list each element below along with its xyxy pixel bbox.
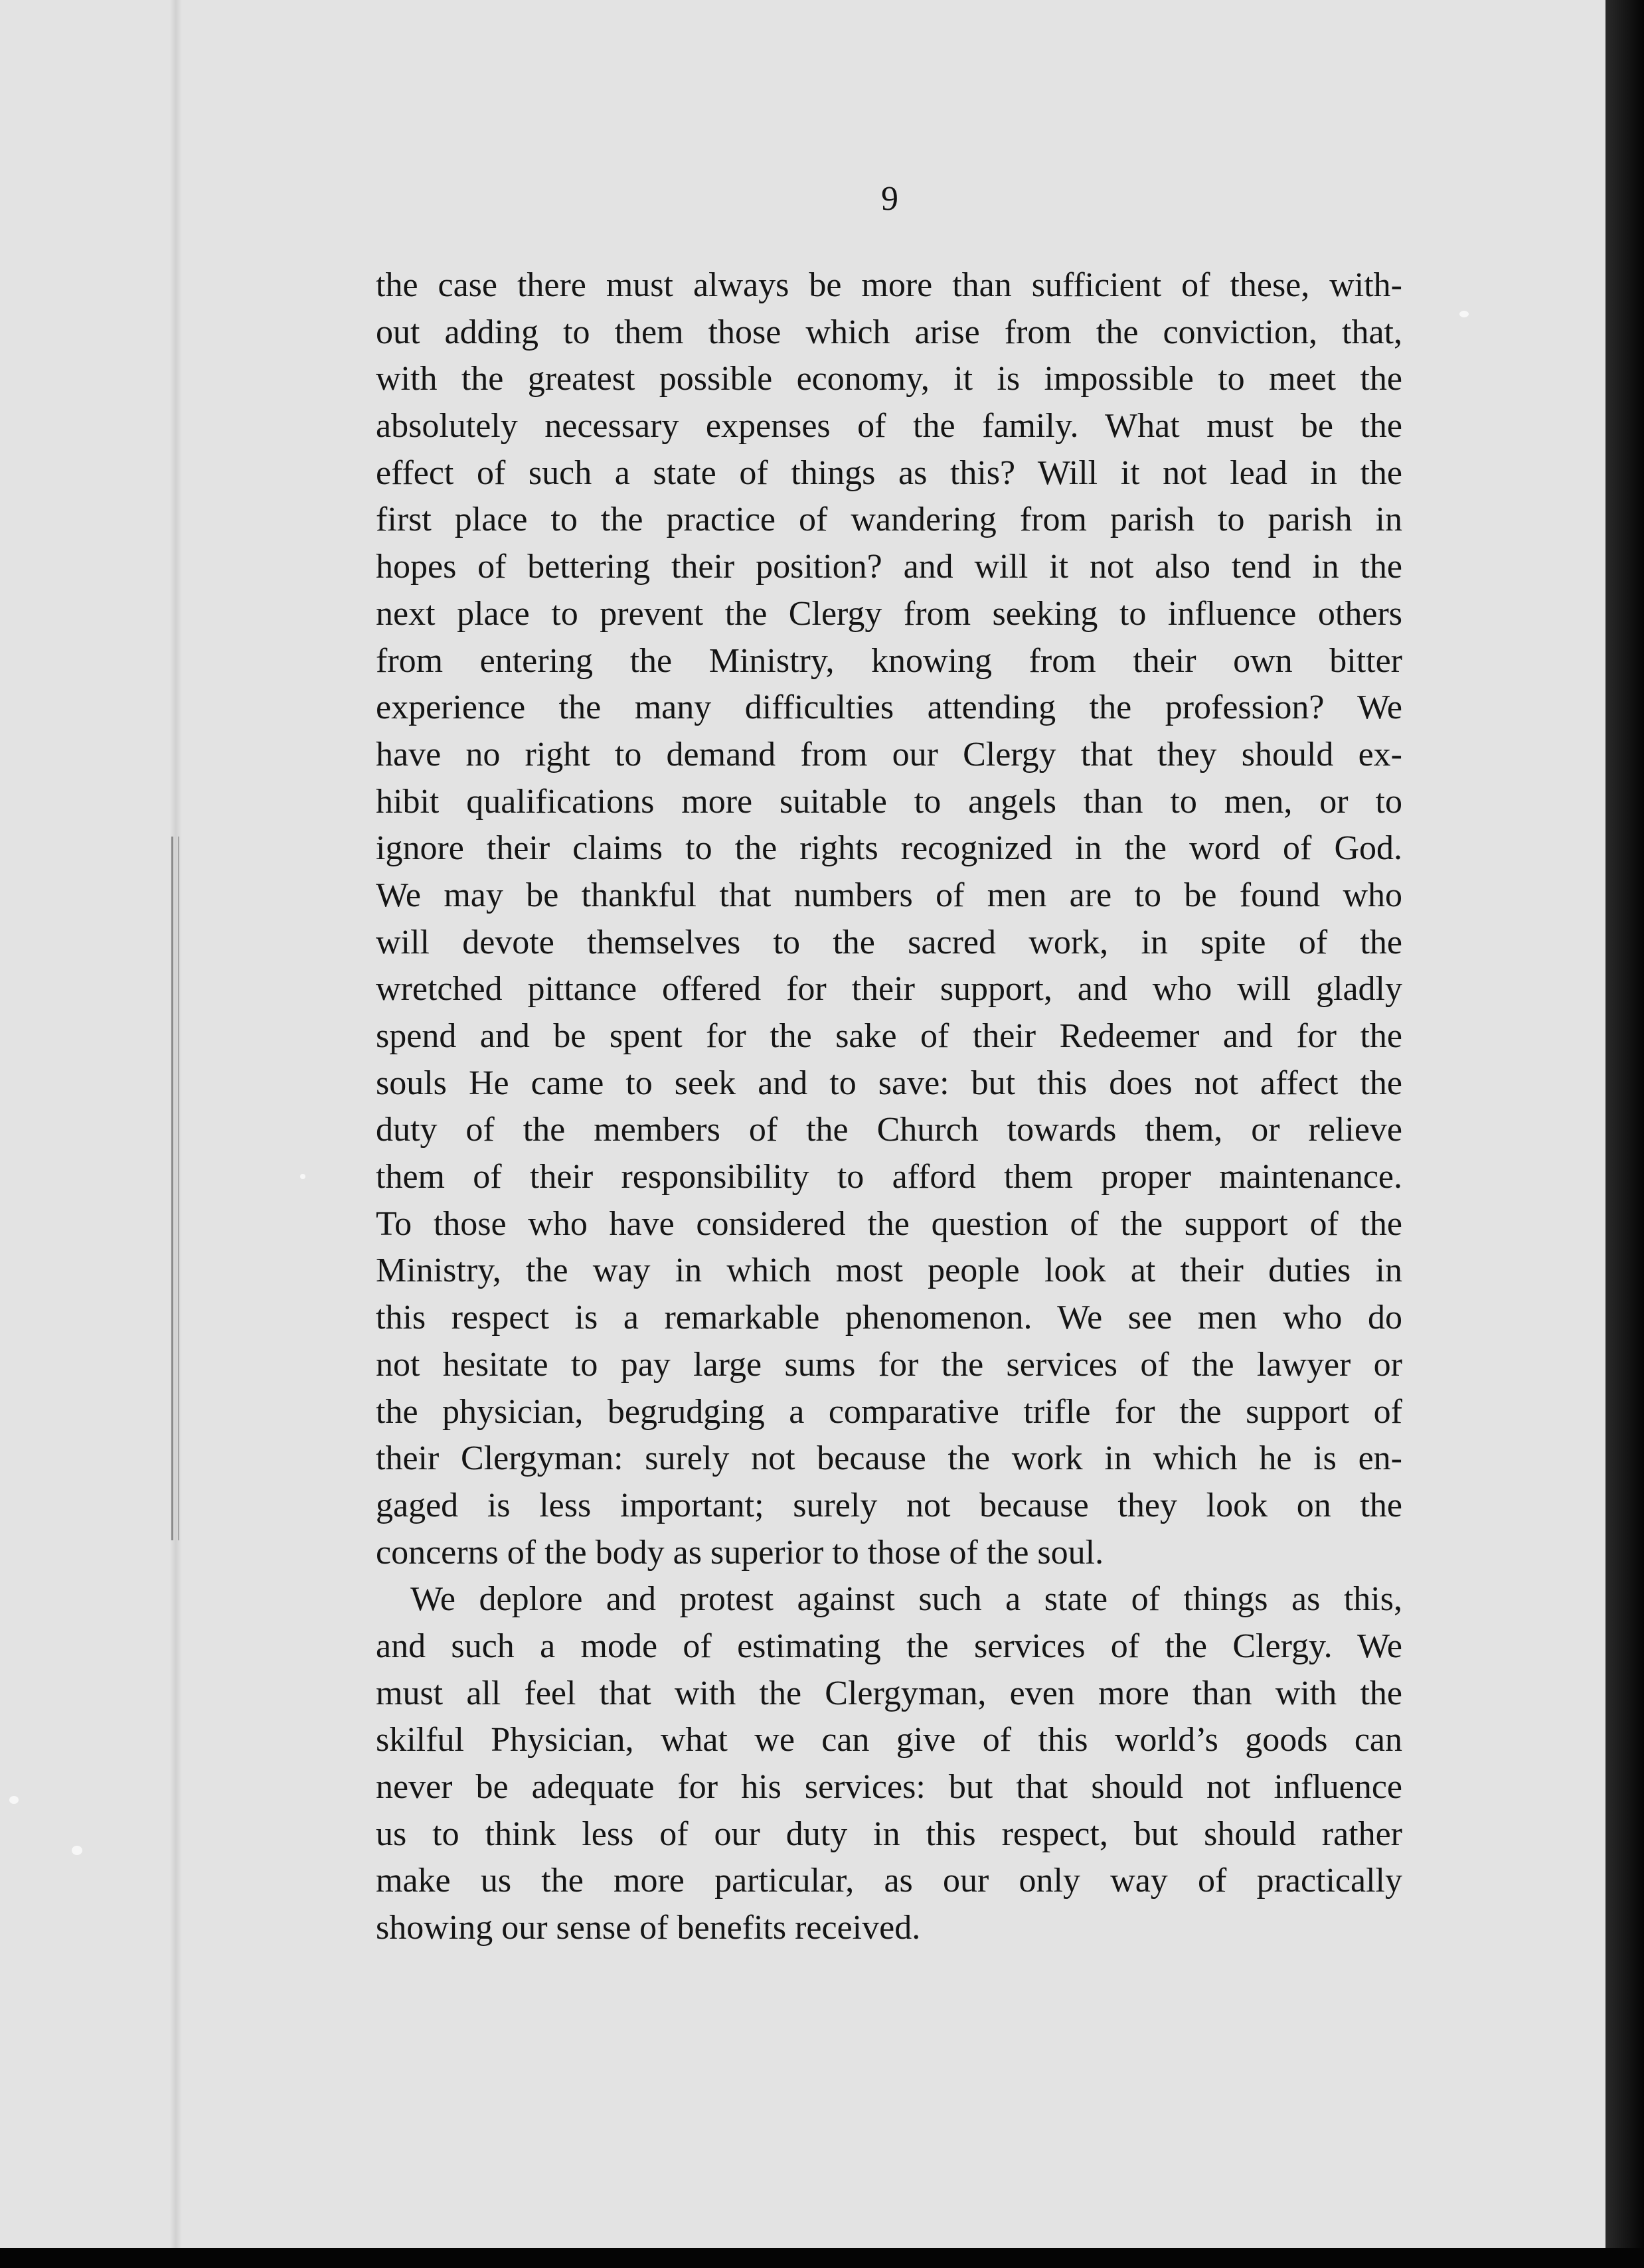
text-line: next place to prevent the Clergy from seeking to influence others xyxy=(376,594,1402,633)
text-line: skilful Physician, what we can give of this world’s goods can xyxy=(376,1721,1402,1759)
text-line: spend and be spent for the sake of their Redeemer and for the xyxy=(376,1017,1402,1055)
paragraph xyxy=(376,262,1402,1576)
paper-speck xyxy=(300,1174,305,1179)
text-line: We may be thankful that numbers of men are to be found who xyxy=(376,876,1402,914)
text-line: out adding to them those which arise from the conviction, that, xyxy=(376,313,1402,351)
text-line: souls He came to seek and to save: but this does not affect the xyxy=(376,1064,1402,1102)
text-line: make us the more particular, as our only way of practically xyxy=(376,1862,1402,1900)
text-line: ignore their claims to the rights recognized in the word of God. xyxy=(376,829,1402,868)
text-line: wretched pittance offered for their support, and who will gladly xyxy=(376,970,1402,1009)
text-line: must all feel that with the Clergyman, even more than with the xyxy=(376,1674,1402,1712)
text-line: Ministry, the way in which most people look at their duties in xyxy=(376,1252,1402,1290)
scan-edge-right xyxy=(1605,0,1644,2268)
text-line: the physician, begrudging a comparative trifle for the support of xyxy=(376,1392,1402,1431)
scan-edge-bottom xyxy=(0,2248,1644,2268)
text-line: duty of the members of the Church towards them, or relieve xyxy=(376,1111,1402,1149)
text-line: concerns of the body as superior to those of the soul. xyxy=(376,1533,1104,1572)
text-line: their Clergyman: surely not because the work in which he is en- xyxy=(376,1439,1402,1478)
text-line: with the greatest possible economy, it is impossible to meet the xyxy=(376,360,1402,398)
text-line: To those who have considered the question of the support of the xyxy=(376,1204,1402,1243)
text-line: not hesitate to pay large sums for the services of the lawyer or xyxy=(376,1345,1402,1384)
text-line: hibit qualifications more suitable to angels than to men, or to xyxy=(376,782,1402,821)
paper-speck xyxy=(1459,311,1469,317)
body-text xyxy=(376,262,1402,1952)
paper-speck xyxy=(72,1846,82,1855)
page-number: 9 xyxy=(881,180,898,218)
text-line: gaged is less important; surely not because they look on the xyxy=(376,1486,1402,1524)
text-line: hopes of bettering their position? and will it not also tend in the xyxy=(376,548,1402,586)
text-line: never be adequate for his services: but that should not influence xyxy=(376,1768,1402,1806)
binding-stitch-inner xyxy=(178,837,179,1540)
text-line: this respect is a remarkable phenomenon. We see men who do xyxy=(376,1299,1402,1337)
text-line: effect of such a state of things as this? Will it not lead in the xyxy=(376,453,1402,492)
text-line: experience the many difficulties attending the profession? We xyxy=(376,688,1402,727)
paper-speck xyxy=(9,1796,19,1804)
text-line: from entering the Ministry, knowing from their own bitter xyxy=(376,641,1402,680)
text-line: the case there must always be more than sufficient of these, with- xyxy=(376,266,1402,304)
text-line: us to think less of our duty in this respect, but should rather xyxy=(376,1815,1402,1853)
text-line: We deplore and protest against such a state of things as this, xyxy=(410,1580,1402,1619)
text-line: have no right to demand from our Clergy that they should ex- xyxy=(376,735,1402,773)
paragraph xyxy=(376,1576,1402,1952)
text-line: and such a mode of estimating the services of the Clergy. We xyxy=(376,1627,1402,1665)
binding-stitch xyxy=(171,837,173,1540)
text-line: first place to the practice of wandering from parish to parish in xyxy=(376,501,1402,539)
text-line: showing our sense of benefits received. xyxy=(376,1909,921,1947)
text-line: will devote themselves to the sacred work, in spite of the xyxy=(376,923,1402,961)
text-line: them of their responsibility to afford them proper maintenance. xyxy=(376,1158,1402,1196)
text-line: absolutely necessary expenses of the family. What must be the xyxy=(376,407,1402,446)
